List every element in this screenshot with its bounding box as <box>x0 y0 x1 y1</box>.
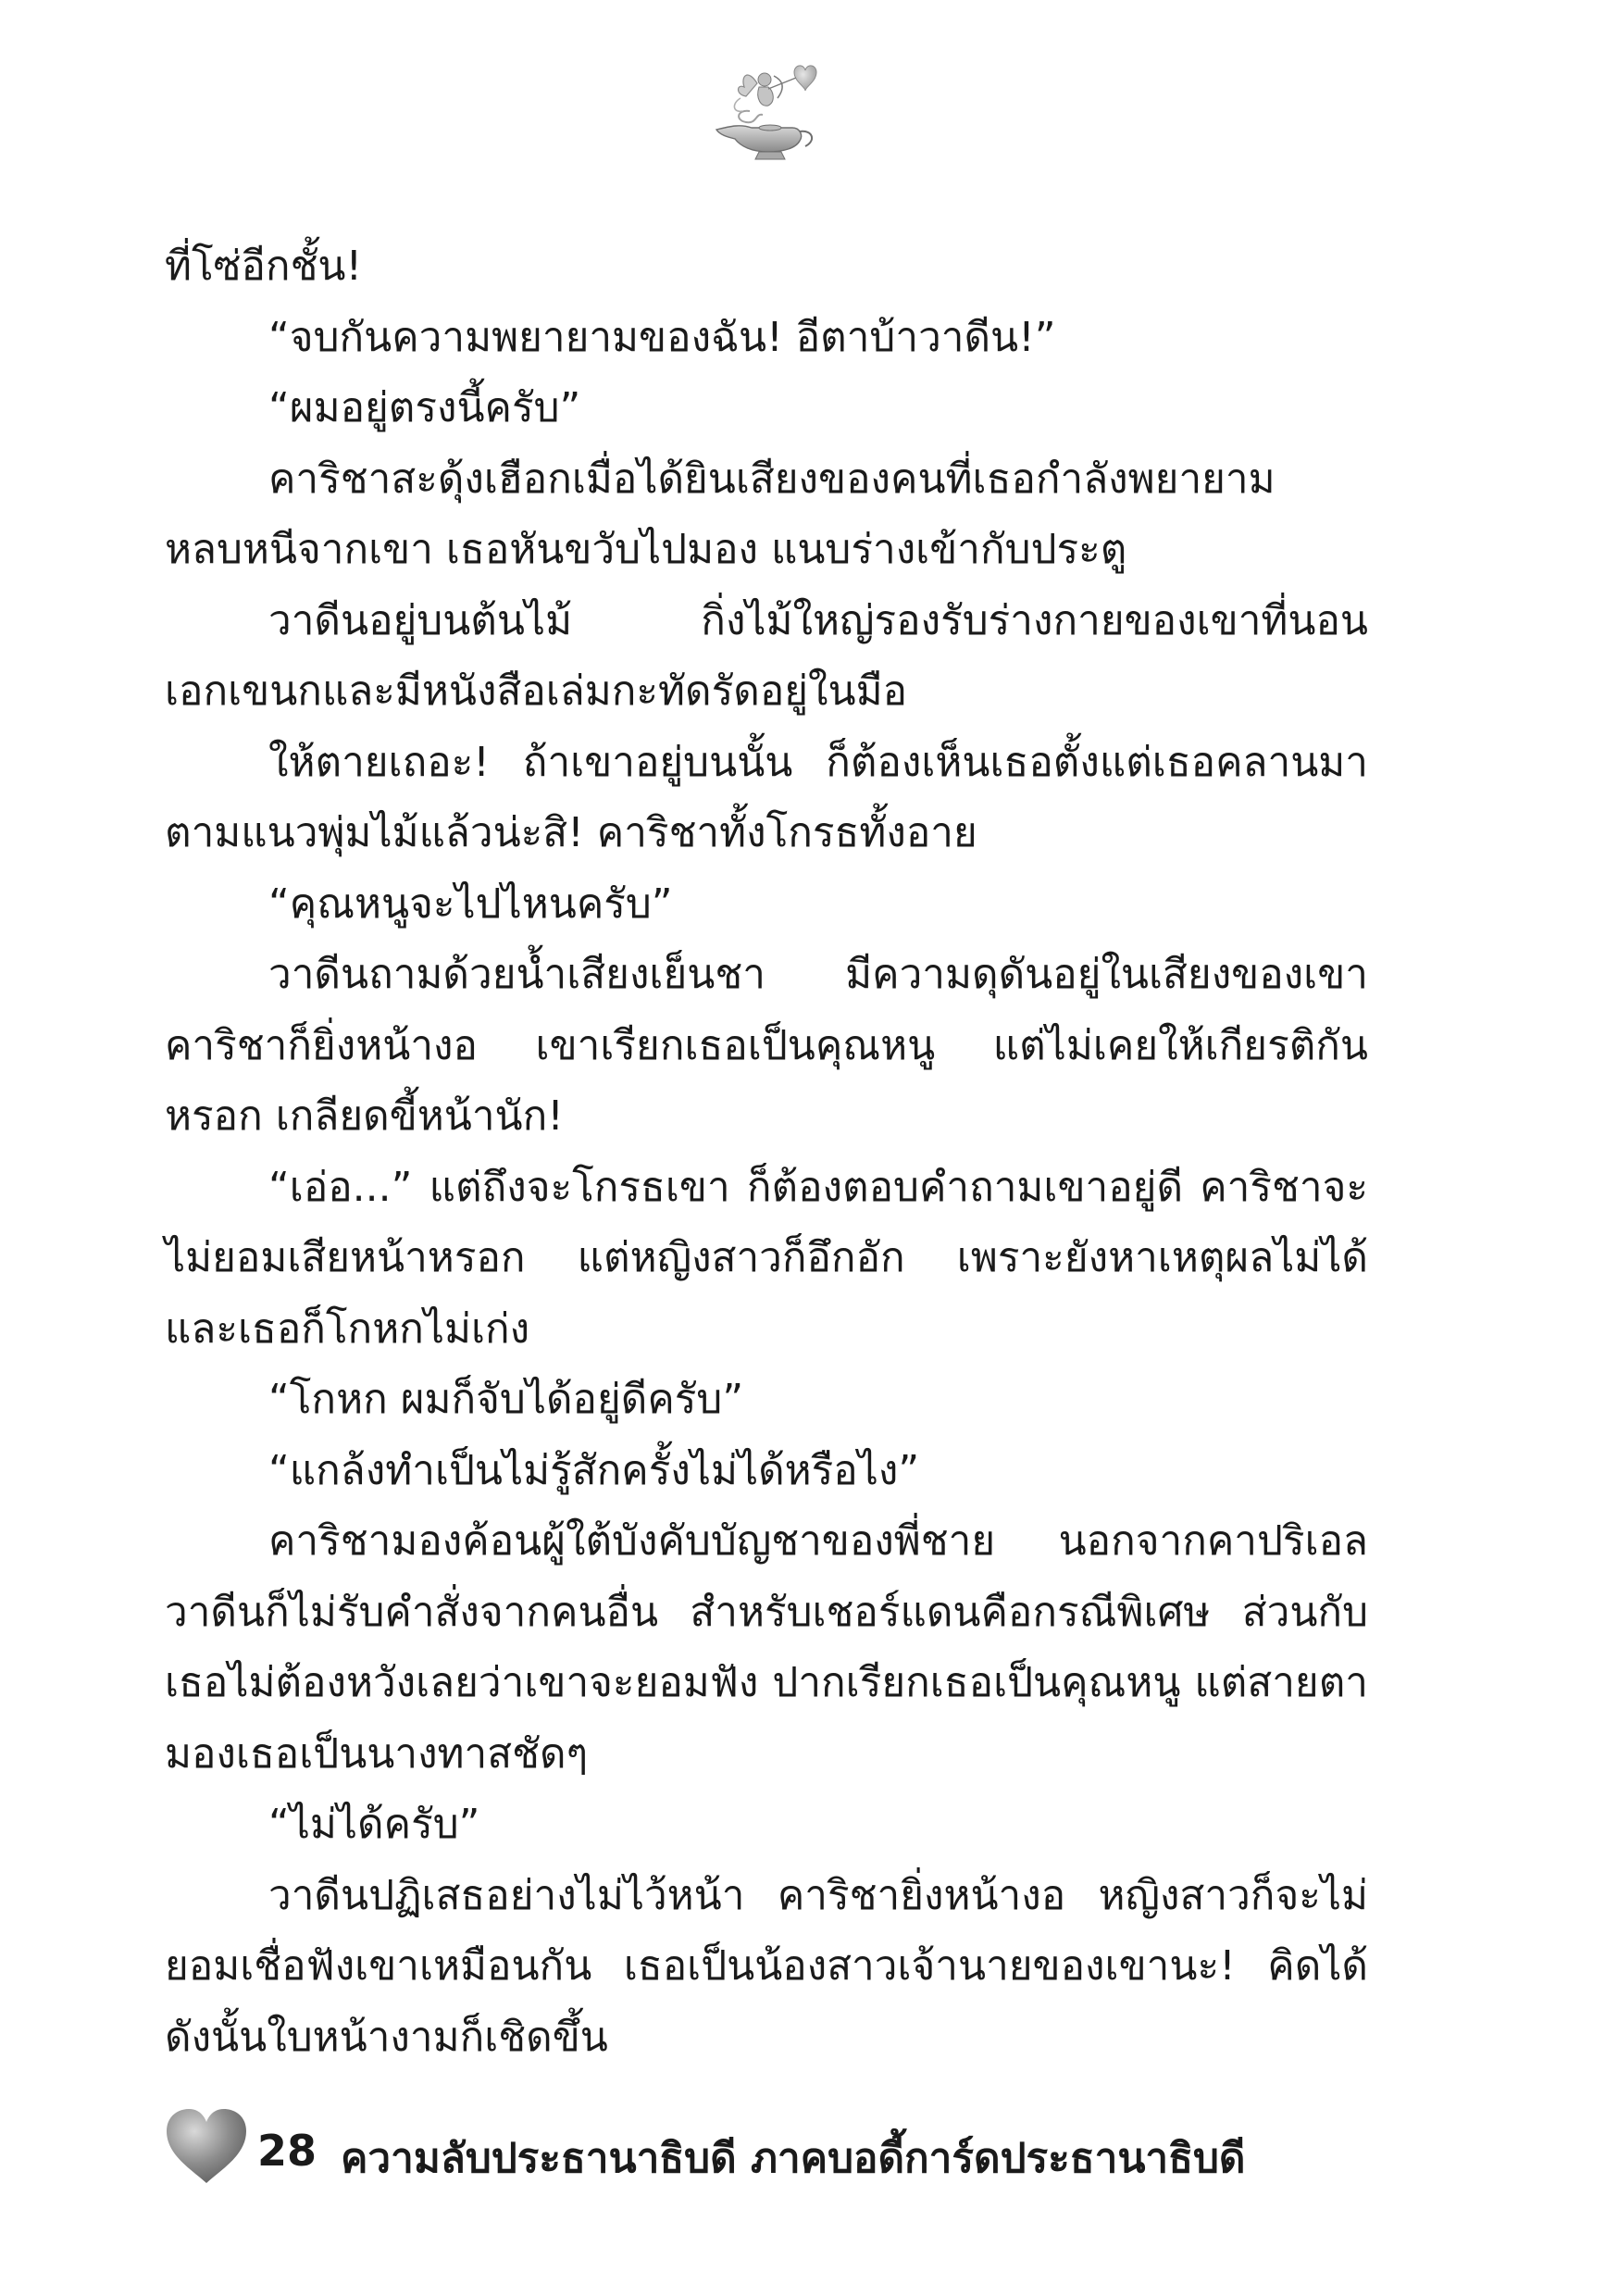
body-text <box>165 231 1368 2073</box>
book-title: ความลับประธานาธิบดี ภาคบอดี้การ์ดประธานาธิบดี <box>341 2135 1246 2182</box>
text-line-8: ให้ตายเถอะ! ถ้าเขาอยู่บนนั้น ก็ต้องเห็นเธอตั้งแต่เธอคลานมา <box>268 738 1368 786</box>
cupid-lamp-ornament-icon <box>703 56 824 167</box>
text-line-6: วาดีนอยู่บนต้นไม้ กิ่งไม้ใหญ่รองรับร่างกายของเขาที่นอน <box>268 596 1368 644</box>
page-number: 28 <box>257 2126 317 2176</box>
text-line-18: “แกล้งทำเป็นไม่รู้สักครั้งไม่ได้หรือไง” <box>268 1446 920 1494</box>
text-line-4: คาริชาสะดุ้งเฮือกเมื่อได้ยินเสียงของคนที่เธอกำลังพยายาม <box>268 455 1276 503</box>
text-line-5: หลบหนีจากเขา เธอหันขวับไปมอง แนบร่างเข้ากับประตู <box>165 526 1127 573</box>
text-line-15: ไม่ยอมเสียหน้าหรอก แต่หญิงสาวก็อึกอัก เพราะยังหาเหตุผลไม่ได้ <box>165 1234 1368 1281</box>
text-line-19: คาริชามองค้อนผู้ใต้บังคับบัญชาของพี่ชาย นอกจากคาปริเอล <box>268 1517 1368 1565</box>
text-line-14: “เอ่อ...” แต่ถึงจะโกรธเขา ก็ต้องตอบคำถามเขาอยู่ดี คาริชาจะ <box>268 1163 1368 1211</box>
page-footer <box>165 2102 1368 2203</box>
text-line-17: “โกหก ผมก็จับได้อยู่ดีครับ” <box>268 1376 744 1423</box>
text-line-21: เธอไม่ต้องหวังเลยว่าเขาจะยอมฟัง ปากเรียกเธอเป็นคุณหนู แต่สายตา <box>165 1659 1368 1706</box>
heart-icon <box>165 2107 248 2185</box>
text-line-13: หรอก เกลียดขี้หน้านัก! <box>165 1092 564 1140</box>
text-line-9: ตามแนวพุ่มไม้แล้วน่ะสิ! คาริชาทั้งโกรธทั้งอาย <box>165 809 977 856</box>
text-line-11: วาดีนถามด้วยน้ำเสียงเย็นชา มีความดุดันอยู่ในเสียงของเขา <box>268 951 1368 998</box>
text-line-10: “คุณหนูจะไปไหนครับ” <box>268 880 673 928</box>
text-line-2: “จบกันความพยายามของฉัน! อีตาบ้าวาดีน!” <box>268 313 1056 361</box>
text-line-25: ยอมเชื่อฟังเขาเหมือนกัน เธอเป็นน้องสาวเจ้านายของเขานะ! คิดได้ <box>165 1942 1368 1990</box>
text-line-16: และเธอก็โกหกไม่เก่ง <box>165 1304 530 1353</box>
text-line-22: มองเธอเป็นนางทาสชัดๆ <box>165 1729 589 1778</box>
text-line-26: ดังนั้นใบหน้างามก็เชิดขึ้น <box>165 2013 608 2061</box>
text-line-20: วาดีนก็ไม่รับคำสั่งจากคนอื่น สำหรับเชอร์แดนคือกรณีพิเศษ ส่วนกับ <box>165 1588 1368 1636</box>
text-line-12: คาริชาก็ยิ่งหน้างอ เขาเรียกเธอเป็นคุณหนู แต่ไม่เคยให้เกียรติกัน <box>165 1021 1368 1069</box>
text-line-23: “ไม่ได้ครับ” <box>268 1801 480 1848</box>
text-line-3: “ผมอยู่ตรงนี้ครับ” <box>268 384 581 431</box>
text-line-1: ที่โซ่อีกชั้น! <box>165 243 363 290</box>
text-line-7: เอกเขนกและมีหนังสือเล่มกะทัดรัดอยู่ในมือ <box>165 668 908 715</box>
text-line-24: วาดีนปฏิเสธอย่างไม่ไว้หน้า คาริชายิ่งหน้างอ หญิงสาวก็จะไม่ <box>268 1871 1368 1919</box>
